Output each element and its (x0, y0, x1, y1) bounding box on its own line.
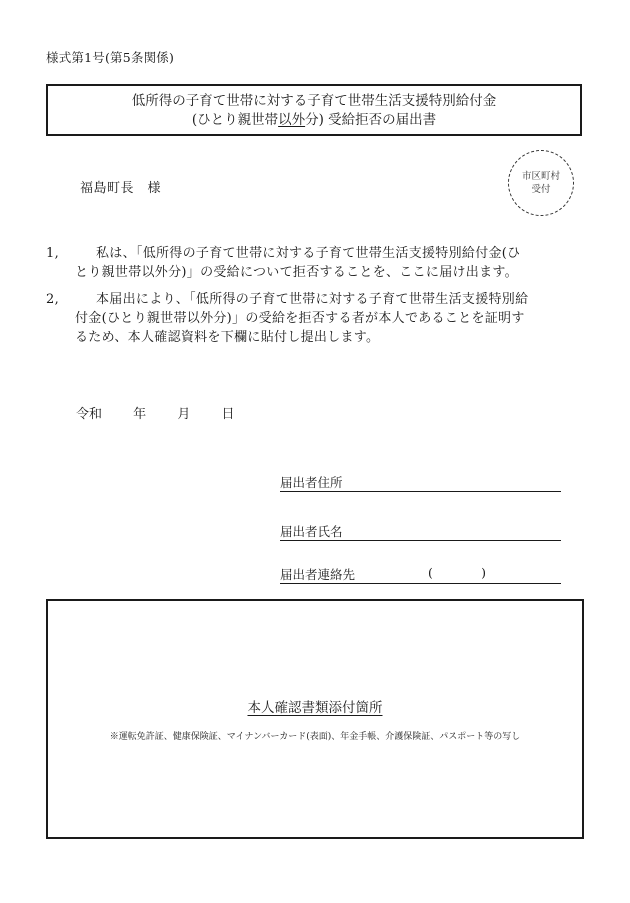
item-number: 1, (46, 246, 60, 261)
title-box (46, 84, 582, 136)
paren-close: ) (481, 565, 486, 580)
applicant-name-label: 届出者氏名 (280, 524, 343, 539)
title-line-2-before: (ひとり親世帯 (191, 112, 279, 128)
item-line: とり親世帯以外分)」の受給について拒否することを、ここに届け出ます。 (75, 265, 518, 280)
applicant-address-label: 届出者住所 (280, 475, 343, 490)
date-day: 日 (221, 407, 235, 422)
item-line: 私は、「低所得の子育て世帯に対する子育て世帯生活支援特別給付金(ひ (96, 246, 521, 261)
item-line: 本届出により、「低所得の子育て世帯に対する子育て世帯生活支援特別給 (96, 292, 529, 307)
form-number: 様式第1号(第5条関係) (46, 50, 175, 65)
applicant-address-field[interactable] (280, 473, 561, 492)
stamp-line-1: 市区町村 (521, 171, 560, 182)
paren-open: ( (428, 565, 433, 580)
item-number: 2, (46, 292, 60, 307)
applicant-name-field[interactable] (280, 522, 561, 541)
applicant-contact-label: 届出者連絡先 (280, 567, 356, 582)
addressee: 福島町長 様 (80, 181, 162, 196)
title-line-2-after: 分) 受給拒否の届出書 (305, 112, 437, 128)
id-document-attachment-area (46, 599, 584, 839)
statement-item-1 (46, 244, 586, 282)
date-month: 月 (177, 407, 191, 422)
date-year: 年 (133, 407, 147, 422)
statement-item-2 (46, 290, 586, 347)
item-line: るため、本人確認資料を下欄に貼付し提出します。 (75, 330, 380, 345)
title-line-1: 低所得の子育て世帯に対する子育て世帯生活支援特別給付金 (131, 93, 497, 109)
date-era: 令和 (76, 407, 103, 422)
reception-stamp-circle (508, 150, 574, 216)
attachment-note: ※運転免許証、健康保険証、マイナンバーカード(表面)、年金手帳、介護保険証、パスポート等の写し (109, 732, 521, 742)
item-line: 付金(ひとり親世帯以外分)」の受給を拒否する者が本人であることを証明す (75, 311, 525, 326)
applicant-contact-field[interactable] (280, 565, 561, 584)
phone-parentheses (428, 565, 486, 580)
attachment-heading: 本人確認書類添付箇所 (247, 700, 383, 716)
date-line (76, 403, 261, 422)
title-line-2 (48, 111, 580, 130)
title-underlined-text: 以外 (278, 112, 306, 128)
stamp-line-2: 受付 (531, 184, 551, 195)
